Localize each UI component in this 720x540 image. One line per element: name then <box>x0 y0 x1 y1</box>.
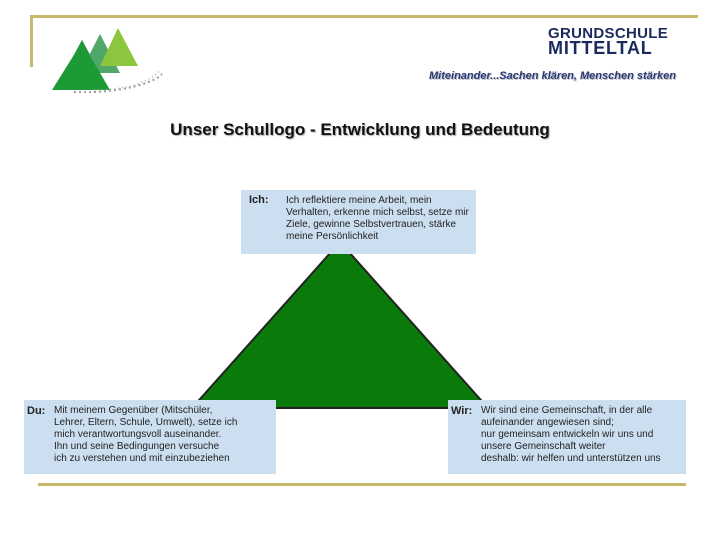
school-logo-icon <box>34 18 169 93</box>
du-label: Du: <box>27 405 46 417</box>
ich-text: Ich reflektiere meine Arbeit, mein Verhalten, erkenne mich selbst, setze mir Ziele, gewinne Selbstvertrauen, stärke meine Persönlichkeit <box>286 195 469 242</box>
page-title: Unser Schullogo - Entwicklung und Bedeutung <box>170 120 550 139</box>
ich-label: Ich: <box>249 194 269 206</box>
du-text: Mit meinem Gegenüber (Mitschüler, Lehrer, Eltern, Schule, Umwelt), setze ich mich verantwortungsvoll auseinander. Ihn und seine Bedingungen versuche ich zu verstehen und mit einzubeziehen <box>54 405 238 464</box>
school-motto: Miteinander...Sachen klären, Menschen stärken <box>429 70 676 82</box>
wir-label: Wir: <box>451 405 473 417</box>
header-frame-left <box>30 15 33 67</box>
footer-line <box>38 483 686 486</box>
wir-box <box>448 400 686 474</box>
ich-box <box>241 190 476 254</box>
school-name-line1: GRUNDSCHULE <box>548 25 668 42</box>
wir-text: Wir sind eine Gemeinschaft, in der alle aufeinander angewiesen sind; nur gemeinsam entwickeln wir uns und unsere Gemeinschaft weiter deshalb: wir helfen und unterstützen uns <box>481 405 661 464</box>
du-box <box>24 400 276 474</box>
triangle-shape <box>190 240 490 410</box>
school-name-line2: MITTELTAL <box>548 38 653 58</box>
school-name <box>548 26 668 56</box>
